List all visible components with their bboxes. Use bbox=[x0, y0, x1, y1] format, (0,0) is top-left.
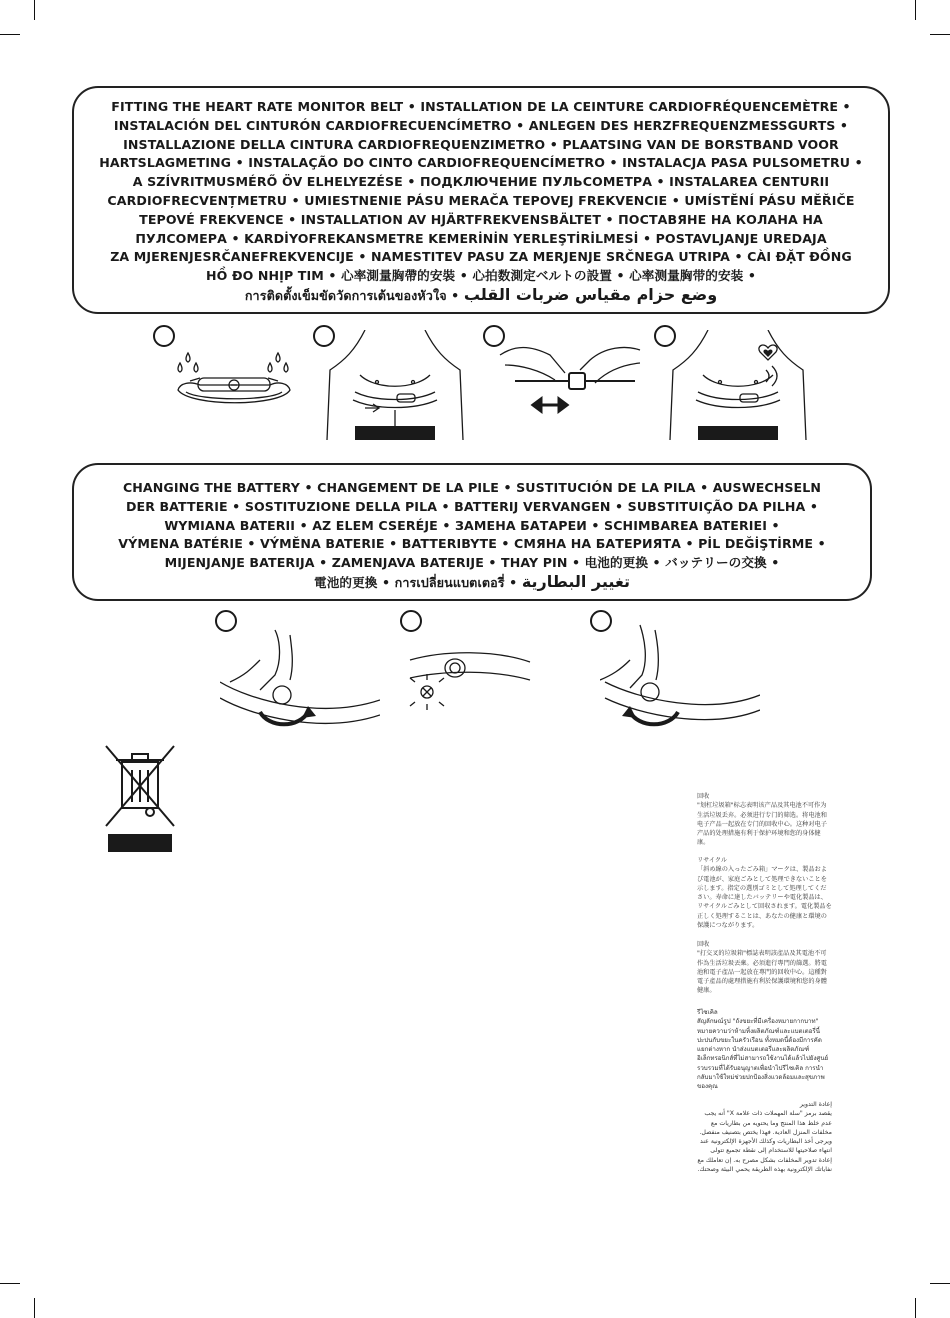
battery-title-line: MIJENJANJE BATERIJA • ZAMENJAVA BATERIJE • THAY PIN • 电池的更换 • バッテリーの交換 • bbox=[164, 555, 780, 571]
crop-mark bbox=[0, 1283, 20, 1284]
crop-mark bbox=[930, 34, 950, 35]
recycle-note-body: สัญลักษณ์รูป "ถังขยะที่มีเครื่องหมายกากบาท" หมายความว่าห้ามทิ้งผลิตภัณฑ์และแบตเตอรี่นี้ปะปนกับขยะในครัวเรือน ทั้งหมดนี้ต้องมีการคัดแยกต่างหาก นำส่งแบตเตอรี่และผลิตภัณฑ์อิเล็กทรอนิกส์ที่ไม่สามารถใช้งานได้แล้วไปยังศูนย์รวบรวมที่ได้รับอนุญาตเพื่อนำไปรีไซเคิล การนำกลับมาใช้ใหม่ช่วยปกป้องสิ่งแวดล้อมและสุขภาพของคุณ bbox=[697, 1018, 829, 1091]
crop-mark bbox=[915, 0, 916, 20]
recycle-note-head: 回收 bbox=[697, 793, 710, 800]
recycle-note-body: 「斜め線の入ったごみ箱」マークは、製品および電池が、家庭ごみとして処理できないことを示します。指定の選別ゴミとして処理してください。寿命に達したバッテリーや電化製品は、リサイクルごみとして回収されます。電化製品を正しく処理することは、あなたの健康と環境の保護につながります。 bbox=[697, 866, 832, 930]
fitting-title-box bbox=[72, 86, 890, 314]
fitting-title-line: ПУЛСОМЕРА • KARDİYOFREKANSMETRE KEMERİNİN YERLEŞTİRİLMESİ • POSTAVLJANJE UREDAJA bbox=[135, 230, 827, 246]
crop-mark bbox=[930, 1283, 950, 1284]
fitting-title-line: INSTALLAZIONE DELLA CINTURA CARDIOFREQUENZIMETRO • PLAATSING VAN DE BORSTBAND VOOR bbox=[123, 136, 839, 152]
recycle-note-simplified-chinese bbox=[697, 792, 832, 848]
recycle-note-body: "划杠垃圾箱"标志表明该产品及其电池不可作为生活垃圾丢弃。必须进行专门的筛选。将电池和电子产品一起放在专门的回收中心。这种对电子产品的处理措施有利于保护环境和您的身体健康。 bbox=[697, 802, 827, 847]
crop-mark bbox=[0, 34, 20, 35]
insert-battery-illustration bbox=[405, 640, 535, 710]
recycle-note-head: 回收 bbox=[697, 941, 710, 948]
close-cover-illustration bbox=[600, 620, 760, 730]
fitting-title-arabic: وضع حزام مقياس ضربات القلب bbox=[463, 284, 718, 304]
fitting-title-line: TEPOVÉ FREKVENCE • INSTALLATION AV HJÄRTFREKVENSBÄLTET • ПОСТАВЯНЕ НА КОЛАНА НА bbox=[139, 211, 823, 227]
adjust-strap-illustration bbox=[495, 335, 645, 420]
battery-title-line: VÝMENA BATÉRIE • VÝMĚNA BATERIE • BATTERIBYTE • СМЯНА НА БАТЕРИЯТА • PİL DEĞİŞTİRME • bbox=[118, 536, 826, 552]
battery-title-last-line bbox=[74, 573, 870, 593]
recycle-note-traditional-chinese bbox=[697, 940, 832, 996]
fitting-title-line: HARTSLAGMETING • INSTALAÇÃO DO CINTO CARDIOFREQUENCÍMETRO • INSTALACJA PASA PULSOMETRU • bbox=[99, 155, 863, 171]
battery-title-line: CHANGING THE BATTERY • CHANGEMENT DE LA PILE • SUSTITUCIÓN DE LA PILA • AUSWECHSELN bbox=[122, 480, 822, 495]
recycle-note-arabic bbox=[697, 1100, 832, 1174]
recycle-note-body: "打交叉的垃圾箱"標誌表明該產品及其電池不可作為生活垃圾丟棄。必須進行專門的篩選。將電池和電子產品一起放在專門的回收中心。這種對電子產品的處理措施有利於保護環境和您的身體健康。 bbox=[697, 950, 827, 995]
recycle-note-japanese bbox=[697, 856, 832, 930]
fitting-title-thai: การติดตั้งเข็มขัดวัดการเต้นของหัวใจ • bbox=[244, 287, 460, 303]
step-1-circle bbox=[153, 325, 175, 347]
fitting-title-line: HỒ ĐO NHỊP TIM • 心率測量胸帶的安裝 • 心拍数測定ベルトの設置 • 心率测量胸带的安装 • bbox=[206, 268, 756, 284]
crossed-bin-icon bbox=[102, 742, 178, 854]
recycle-note-head: รีไซเคิล bbox=[697, 1009, 718, 1016]
battery-title-line: WYMIANA BATERII • AZ ELEM CSERÉJE • ЗАМЕНА БАТАРЕИ • SCHIMBAREA BATERIEI • bbox=[164, 517, 780, 533]
battery-title-line: DER BATTERIE • SOSTITUZIONE DELLA PILA • BATTERIJ VERVANGEN • SUBSTITUIÇÃO DA PILHA • bbox=[125, 498, 819, 514]
fitting-title-line: INSTALACIÓN DEL CINTURÓN CARDIOFRECUENCÍMETRO • ANLEGEN DES HERZFREQUENZMESSGURTS • bbox=[113, 117, 849, 133]
fitting-title-line: CARDIOFRECVENȚMETRU • UMIESTNENIE PÁSU MERAČA TEPOVEJ FREKVENCIE • UMÍSTĚNÍ PÁSU MĚŘIČE bbox=[107, 192, 855, 208]
fitting-title-line: FITTING THE HEART RATE MONITOR BELT • INSTALLATION DE LA CEINTURE CARDIOFRÉQUENCEMÈTRE • bbox=[111, 99, 851, 114]
wet-strap-illustration bbox=[170, 345, 300, 420]
recycle-note-head: إعادة التدوير bbox=[799, 1101, 832, 1108]
battery-title-box bbox=[72, 463, 872, 601]
torso-heart-illustration bbox=[668, 330, 808, 440]
fitting-title-last-line bbox=[74, 286, 888, 306]
crop-mark bbox=[34, 0, 35, 20]
fitting-title-line: A SZÍVRITMUSMÉRŐ ÖV ELHELYEZÉSE • ПОДКЛЮЧЕНИЕ ПУЛЬСОМЕТРА • INSTALAREA CENTURII bbox=[132, 174, 830, 190]
battery-step-2-circle bbox=[400, 610, 422, 632]
torso-fitting-illustration bbox=[325, 330, 465, 440]
recycle-note-body: يقصد برمز "سلة المهملات ذات علامة X" أنه يجب عدم خلط هذا المنتج وما يحتويه من بطاريات مع مخلفات المنزل العادية. فهذا يختص بتصنيف منفصل. ويرجى أخذ البطاريات وكذلك الأجهزة الإلكترونية عند انتهاء صلاحيتها للاستخدام إلى نقطة تجميع تتولى إعادة تدوير المخلفات بشكل مصرح به. إن تعاملك مع نفاياتك الإلكترونية بهذه الطريقة يحمي البيئة وصحتك. bbox=[697, 1110, 832, 1174]
recycle-note-head: リサイクル bbox=[697, 857, 728, 864]
heart-icon bbox=[763, 350, 772, 357]
open-cover-illustration bbox=[220, 620, 380, 730]
crop-mark bbox=[915, 1298, 916, 1318]
battery-title-arabic: تغيير البطارية bbox=[521, 571, 630, 591]
recycle-note-thai bbox=[697, 1008, 832, 1092]
battery-title-main: 電池的更換 • การเปลี่ยนแบตเตอรี่ • bbox=[314, 574, 518, 590]
crop-mark bbox=[34, 1298, 35, 1318]
fitting-title-line: ZA MJERENJESRČANEFREKVENCIJE • NAMESTITEV PASU ZA MERJENJE SRČNEGA UTRIPA • CÀI ĐẶT ĐỒNG bbox=[110, 249, 852, 265]
